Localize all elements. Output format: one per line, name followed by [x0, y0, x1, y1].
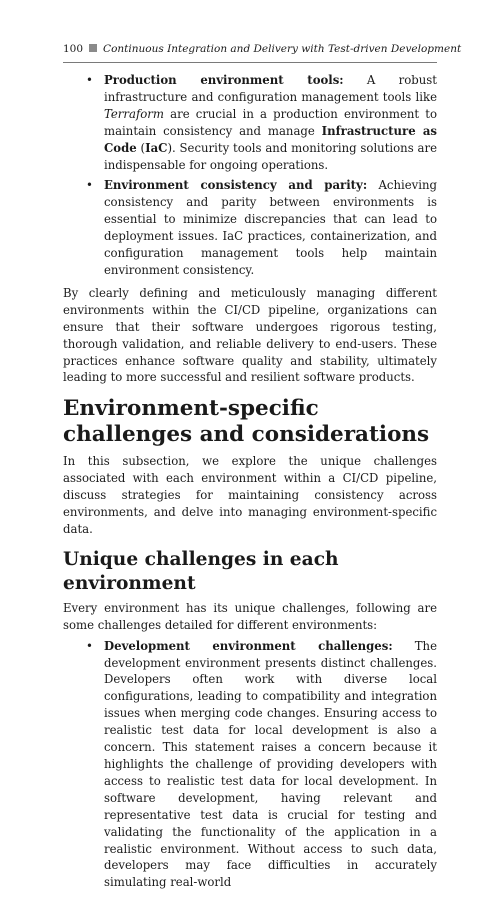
list-item [63, 177, 437, 278]
bullet-icon: • [86, 638, 93, 653]
header-divider [63, 62, 437, 63]
bullet-text: A robust infrastructure and configuration management tools like [104, 73, 438, 104]
bold-term: Infrastructure as Code [104, 123, 437, 155]
bullet-text: The development environment presents distinct challenges. Developers often work with diverse local configurations, leading to compatibility and integration issues when merging code changes. Ensuring access to realistic test data for local development is also a concern. This statement raises a concern because it highlights the challenge of providing developers with access to realistic test data for local development. In software development, having relevant and representative test data is crucial for testing and validating the functionality of the application in a realistic environment. Without access to such data, developers may face difficulties in accurately simulating real-world [104, 638, 437, 890]
book-page [63, 0, 462, 890]
page-content [63, 72, 437, 897]
bullet-list-tools [63, 72, 437, 279]
bullet-term: Environment consistency and parity: [104, 178, 368, 193]
bullet-icon: • [86, 73, 93, 87]
body-paragraph: Every environment has its unique challenges, following are some challenges detailed for different environments: [63, 600, 437, 632]
section-heading: Environment-specific challenges and considerations [63, 396, 430, 448]
list-item [63, 72, 437, 173]
bullet-term: Production environment tools: [104, 73, 344, 87]
bullet-text: ( [136, 140, 146, 155]
bullet-text: ). Security tools and monitoring solutions are indispensable for ongoing operations. [104, 140, 437, 172]
bullet-list-challenges [63, 638, 437, 892]
bullet-icon: • [86, 178, 93, 193]
body-paragraph: In this subsection, we explore the unique challenges associated with each environment within a CI/CD pipeline, discuss strategies for maintaining consistency across environments, and delve into managing environment-specific data. [63, 454, 437, 536]
header-square-icon [89, 44, 97, 52]
running-header [63, 41, 462, 57]
bullet-text: Achieving consistency and parity between environments is essential to minimize discrepancies that can lead to deployment issues. IaC practices, containerization, and configuration management tools help maintain environment consistency. [104, 178, 437, 277]
list-item [63, 638, 437, 892]
bullet-term: Development environment challenges: [104, 638, 393, 653]
italic-term: Terraform [104, 106, 164, 121]
page-number: 100 [63, 43, 84, 55]
bullet-text: are crucial in a production environment to maintain consistency and manage [104, 106, 437, 138]
bold-abbr: IaC [145, 140, 168, 155]
subsection-heading: Unique challenges in each environment [63, 548, 339, 594]
running-header-title: Continuous Integration and Delivery with Test-driven Development [103, 43, 462, 55]
body-paragraph: By clearly defining and meticulously managing different environments within the CI/CD pipeline, organizations can ensure that their software undergoes rigorous testing, thorough validation, and reliable delivery to end-users. These practices enhance software quality and stability, ultimately leading to more successful and resilient software products. [63, 285, 437, 385]
